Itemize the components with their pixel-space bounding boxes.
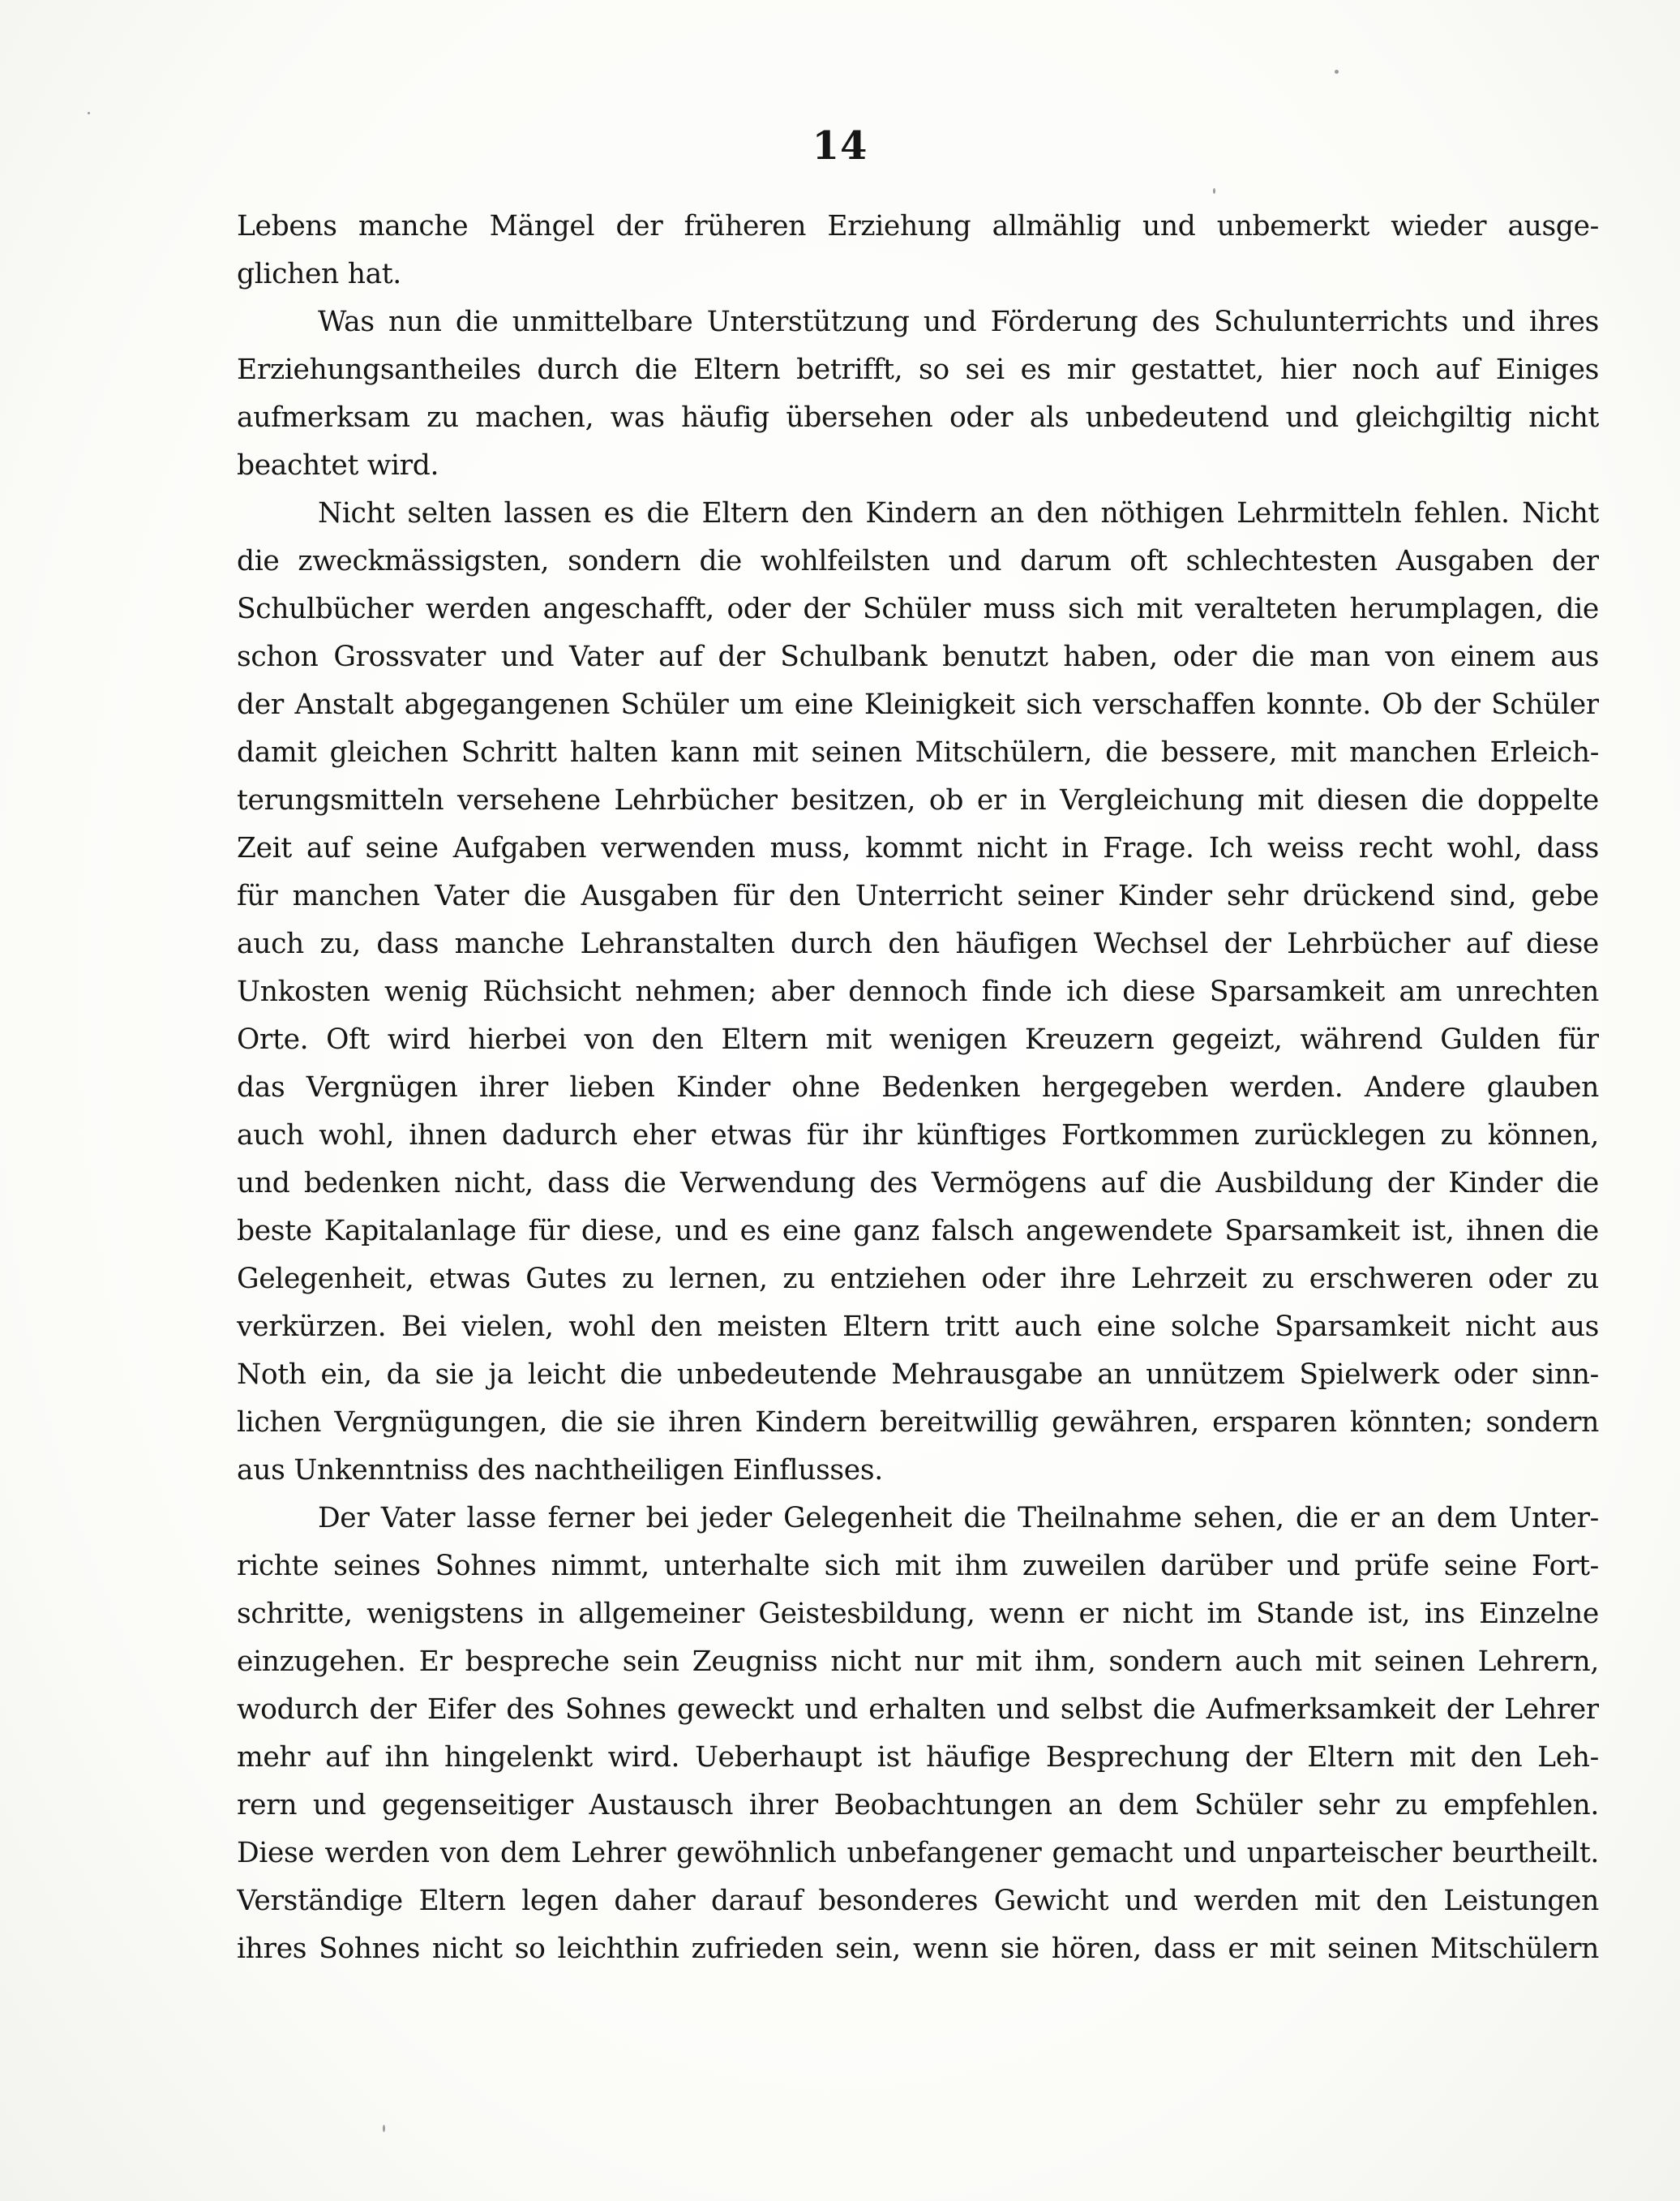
page-number: 14: [812, 123, 868, 169]
scan-speck: [88, 112, 90, 114]
text-line: ihres Sohnes nicht so leichthin zufrieden sein, wenn sie hören, dass er mit seinen Mitschülern: [237, 1933, 1599, 1965]
text-line: auch zu, dass manche Lehranstalten durch den häufigen Wechsel der Lehrbücher auf diese: [237, 928, 1599, 960]
text-line: das Vergnügen ihrer lieben Kinder ohne Bedenken hergegeben werden. Andere glauben: [237, 1071, 1599, 1104]
text-line: richte seines Sohnes nimmt, unterhalte sich mit ihm zuweilen darüber und prüfe seine Fort-: [237, 1550, 1599, 1582]
text-line: Noth ein, da sie ja leicht die unbedeutende Mehrausgabe an unnützem Spielwerk oder sinn-: [237, 1358, 1599, 1391]
text-line: aus Unkenntniss des nachtheiligen Einflusses.: [237, 1454, 883, 1487]
scan-speck: [383, 2125, 385, 2132]
text-line: Nicht selten lassen es die Eltern den Kindern an den nöthigen Lehrmitteln fehlen. Nicht: [318, 497, 1599, 530]
text-line: Lebens manche Mängel der früheren Erziehung allmählig und unbemerkt wieder ausge-: [237, 210, 1599, 242]
scan-speck: [1335, 70, 1339, 74]
text-line: beste Kapitalanlage für diese, und es eine ganz falsch angewendete Sparsamkeit ist, ihnen die: [237, 1215, 1599, 1247]
text-line: verkürzen. Bei vielen, wohl den meisten Eltern tritt auch eine solche Sparsamkeit nicht aus: [237, 1311, 1599, 1343]
text-line: Gelegenheit, etwas Gutes zu lernen, zu entziehen oder ihre Lehrzeit zu erschweren oder zu: [237, 1263, 1599, 1295]
text-line: Zeit auf seine Aufgaben verwenden muss, kommt nicht in Frage. Ich weiss recht wohl, dass: [237, 832, 1599, 865]
text-line: der Anstalt abgegangenen Schüler um eine Kleinigkeit sich verschaffen konnte. Ob der Schüler: [237, 689, 1599, 721]
text-line: schritte, wenigstens in allgemeiner Geistesbildung, wenn er nicht im Stande ist, ins Einzelne: [237, 1598, 1599, 1630]
text-line: schon Grossvater und Vater auf der Schulbank benutzt haben, oder die man von einem aus: [237, 641, 1599, 673]
text-line: wodurch der Eifer des Sohnes geweckt und erhalten und selbst die Aufmerksamkeit der Lehrer: [237, 1693, 1599, 1726]
text-line: beachtet wird.: [237, 449, 439, 482]
text-line: die zweckmässigsten, sondern die wohlfeilsten und darum oft schlechtesten Ausgaben der: [237, 545, 1599, 577]
body-text: [237, 203, 1599, 1973]
text-line: Erziehungsantheiles durch die Eltern betrifft, so sei es mir gestattet, hier noch auf Einiges: [237, 354, 1599, 386]
text-line: Unkosten wenig Rüchsicht nehmen; aber dennoch finde ich diese Sparsamkeit am unrechten: [237, 976, 1599, 1008]
text-line: damit gleichen Schritt halten kann mit seinen Mitschülern, die bessere, mit manchen Erleich-: [237, 736, 1599, 769]
text-line: auch wohl, ihnen dadurch eher etwas für ihr künftiges Fortkommen zurücklegen zu können,: [237, 1119, 1599, 1152]
text-line: terungsmitteln versehene Lehrbücher besitzen, ob er in Vergleichung mit diesen die doppelte: [237, 784, 1599, 817]
text-line: für manchen Vater die Ausgaben für den Unterricht seiner Kinder sehr drückend sind, gebe: [237, 880, 1599, 912]
text-line: glichen hat.: [237, 258, 401, 290]
scan-speck: [1213, 188, 1215, 194]
text-line: Der Vater lasse ferner bei jeder Gelegenheit die Theilnahme sehen, die er an dem Unter-: [318, 1502, 1599, 1534]
text-line: und bedenken nicht, dass die Verwendung des Vermögens auf die Ausbildung der Kinder die: [237, 1167, 1599, 1199]
text-line: Verständige Eltern legen daher darauf besonderes Gewicht und werden mit den Leistungen: [237, 1885, 1599, 1917]
text-line: Was nun die unmittelbare Unterstützung und Förderung des Schulunterrichts und ihres: [318, 306, 1599, 338]
text-line: Schulbücher werden angeschafft, oder der Schüler muss sich mit veralteten herumplagen, die: [237, 593, 1599, 625]
text-line: rern und gegenseitiger Austausch ihrer Beobachtungen an dem Schüler sehr zu empfehlen.: [237, 1789, 1599, 1821]
text-line: Orte. Oft wird hierbei von den Eltern mit wenigen Kreuzern gegeizt, während Gulden für: [237, 1023, 1599, 1056]
text-line: einzugehen. Er bespreche sein Zeugniss nicht nur mit ihm, sondern auch mit seinen Lehrern,: [237, 1645, 1599, 1678]
text-line: aufmerksam zu machen, was häufig übersehen oder als unbedeutend und gleichgiltig nicht: [237, 401, 1599, 434]
text-line: Diese werden von dem Lehrer gewöhnlich unbefangener gemacht und unparteischer beurtheilt.: [237, 1837, 1599, 1869]
text-line: lichen Vergnügungen, die sie ihren Kindern bereitwillig gewähren, ersparen könnten; sondern: [237, 1406, 1599, 1439]
text-line: mehr auf ihn hingelenkt wird. Ueberhaupt ist häufige Besprechung der Eltern mit den Leh-: [237, 1741, 1599, 1774]
